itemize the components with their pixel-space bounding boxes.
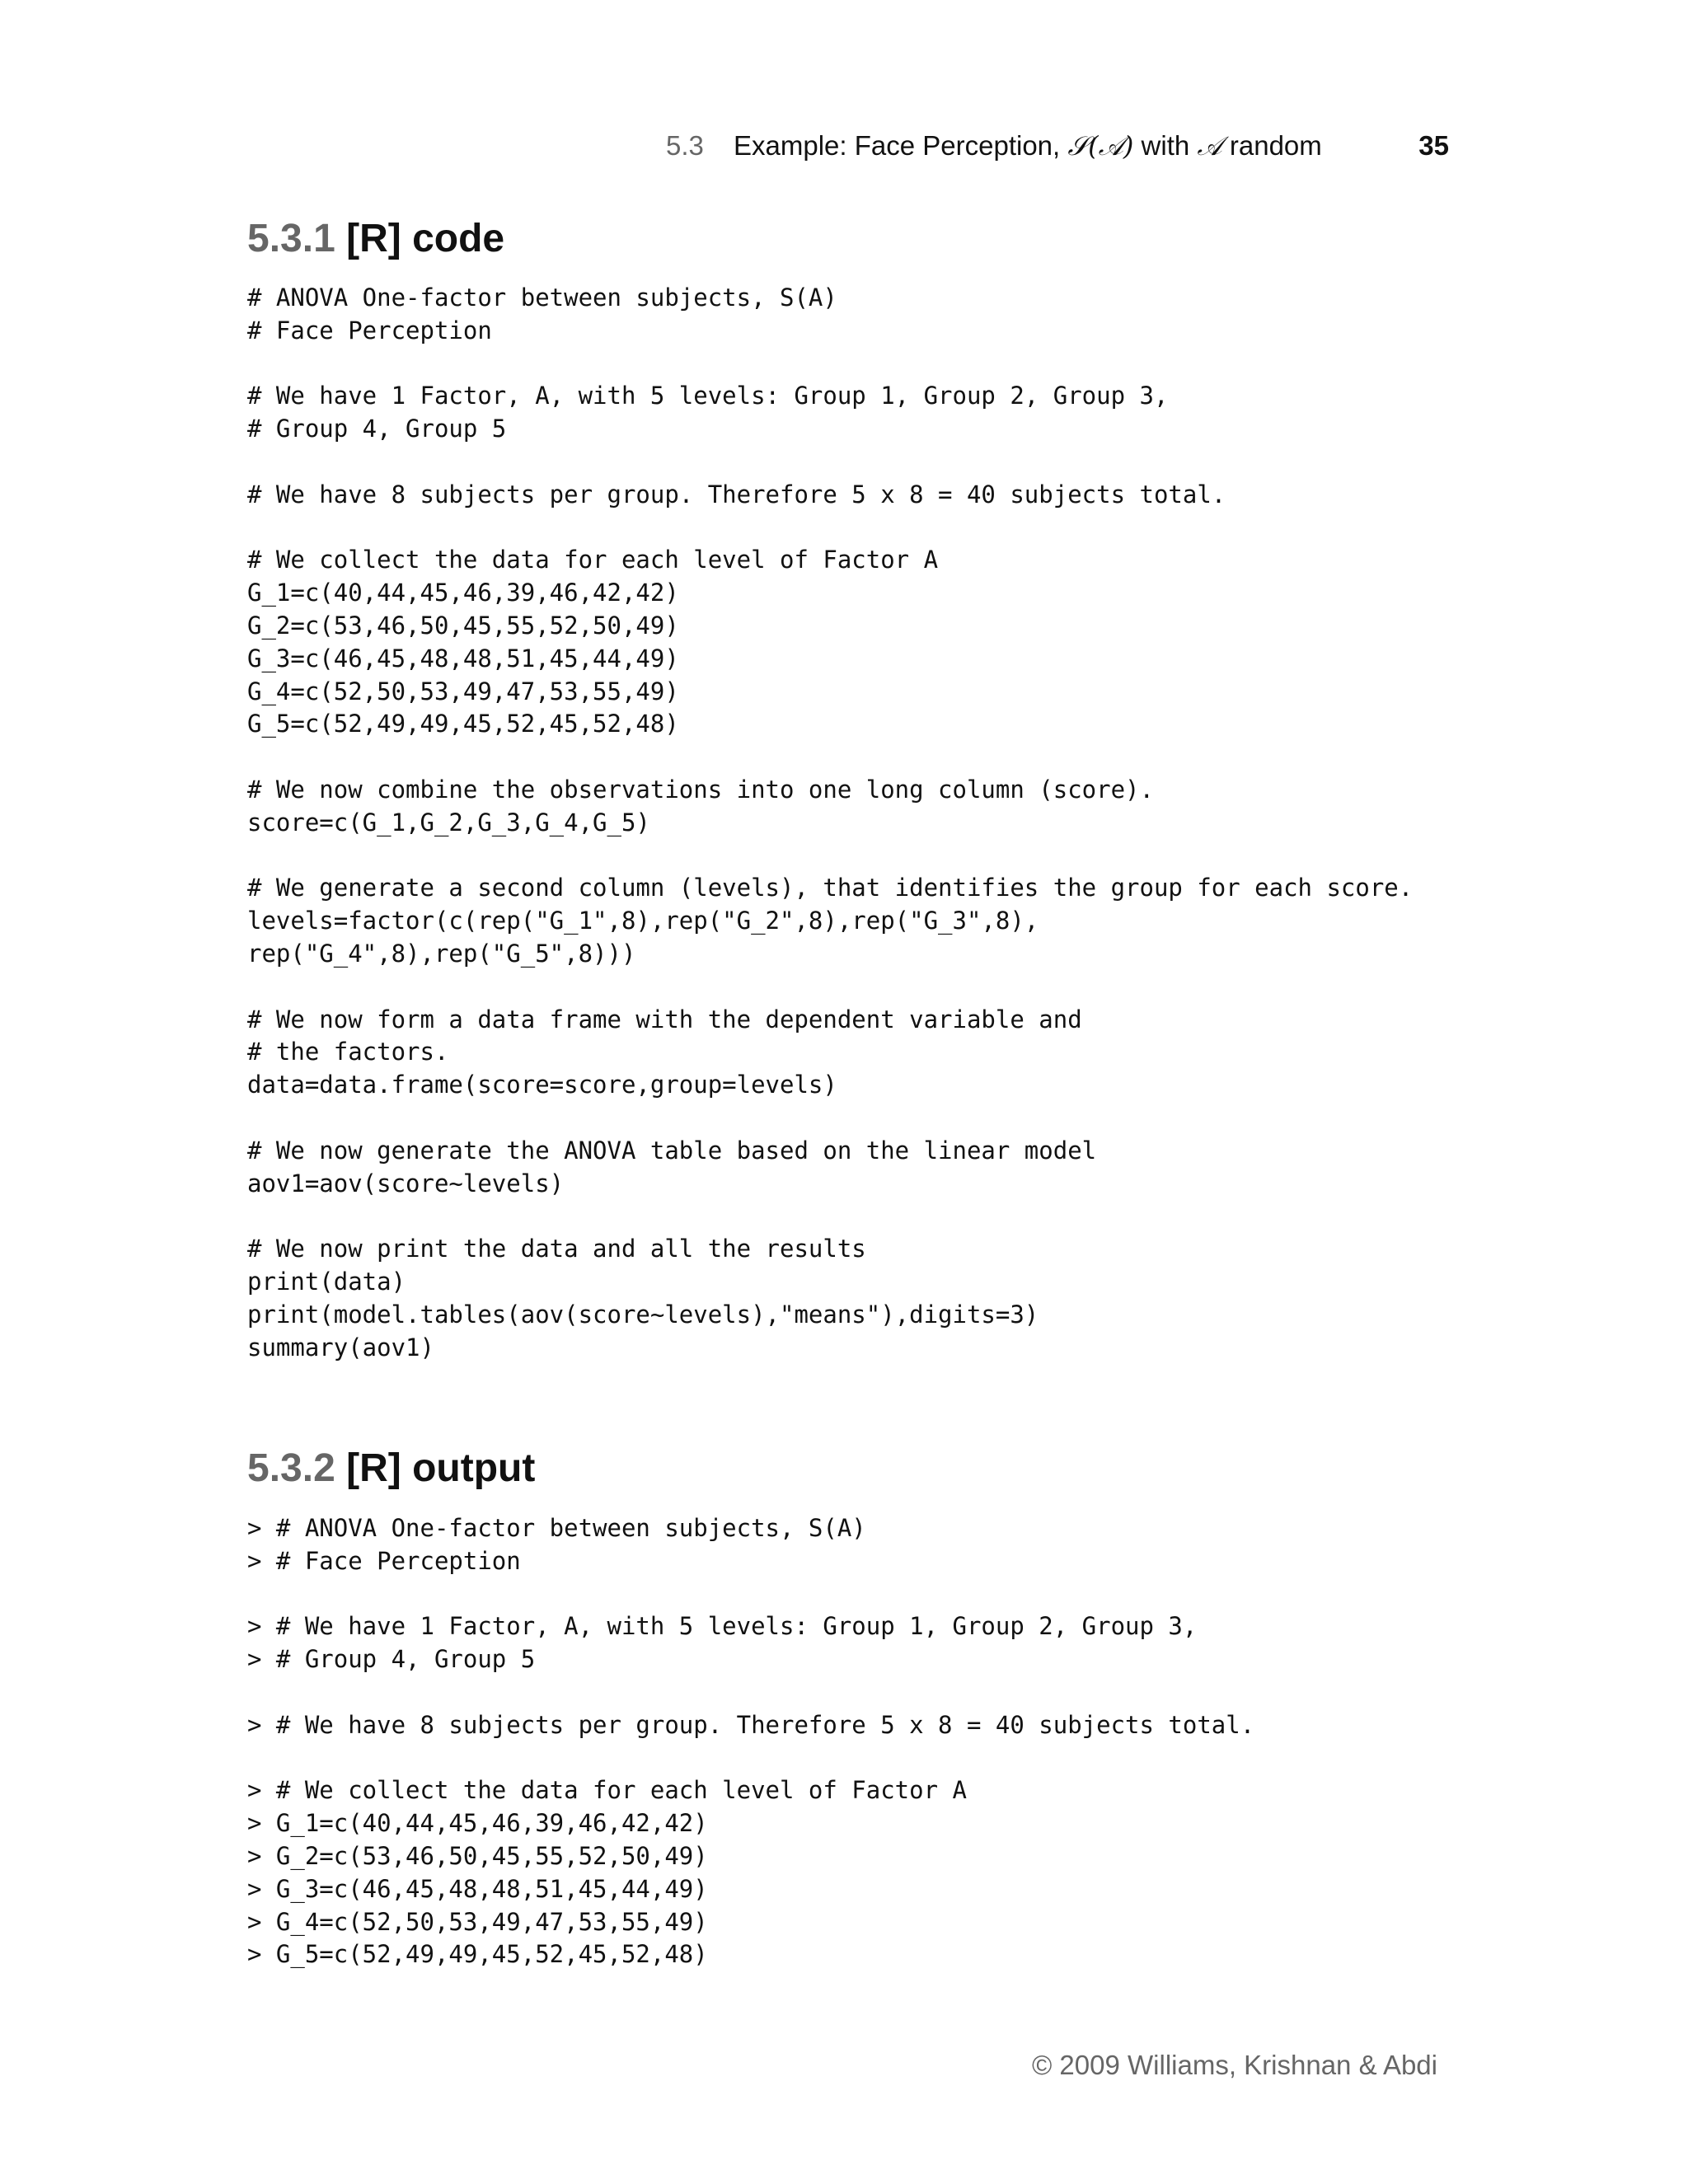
running-header bbox=[651, 125, 1449, 166]
code-line: # Face Perception bbox=[247, 316, 492, 344]
code-line bbox=[247, 840, 1413, 873]
code-line bbox=[247, 1742, 1254, 1775]
code-line: # We collect the data for each level of Factor A bbox=[247, 546, 939, 574]
code-line: G_3=c(46,45,48,48,51,45,44,49) bbox=[247, 644, 679, 673]
code-line: # We have 1 Factor, A, with 5 levels: Group 1, Group 2, Group 3, bbox=[247, 382, 1169, 410]
header-section-title bbox=[734, 125, 1322, 166]
code-line: # We now generate the ANOVA table based on the linear model bbox=[247, 1136, 1097, 1165]
code-line bbox=[247, 512, 1413, 545]
code-line bbox=[247, 1578, 1254, 1611]
r-output-listing bbox=[247, 1512, 1254, 1971]
code-line: # ANOVA One-factor between subjects, S(A) bbox=[247, 284, 837, 312]
header-title-suffix: random bbox=[1221, 130, 1322, 161]
header-title-middle: with bbox=[1133, 130, 1198, 161]
page-number: 35 bbox=[1418, 130, 1449, 161]
code-line: > # ANOVA One-factor between subjects, S(A) bbox=[247, 1514, 866, 1542]
code-line bbox=[247, 1102, 1413, 1135]
code-line: > # We have 1 Factor, A, with 5 levels: Group 1, Group 2, Group 3, bbox=[247, 1612, 1198, 1641]
code-line: > # Face Perception bbox=[247, 1546, 521, 1575]
code-line: > # We have 8 subjects per group. Therefore 5 x 8 = 40 subjects total. bbox=[247, 1710, 1255, 1739]
code-line: > G_1=c(40,44,45,46,39,46,42,42) bbox=[247, 1809, 708, 1838]
header-title-math-sa: 𝒮(𝒜) bbox=[1067, 130, 1134, 162]
code-line bbox=[247, 1200, 1413, 1233]
code-line: levels=factor(c(rep("G_1",8),rep("G_2",8),rep("G_3",8), bbox=[247, 907, 1039, 935]
code-line bbox=[247, 741, 1413, 774]
copyright-footer: © 2009 Williams, Krishnan & Abdi bbox=[1031, 2050, 1437, 2080]
code-line: print(data) bbox=[247, 1267, 406, 1296]
code-line: data=data.frame(score=score,group=levels) bbox=[247, 1071, 837, 1099]
code-line bbox=[247, 348, 1413, 381]
section-heading-r-code bbox=[247, 214, 504, 264]
code-line: > G_3=c(46,45,48,48,51,45,44,49) bbox=[247, 1874, 708, 1903]
code-line: rep("G_4",8),rep("G_5",8))) bbox=[247, 939, 636, 968]
code-line: G_2=c(53,46,50,45,55,52,50,49) bbox=[247, 611, 679, 640]
r-code-listing bbox=[247, 282, 1413, 1364]
code-line: # We generate a second column (levels), that identifies the group for each score. bbox=[247, 874, 1414, 902]
code-line: # We now combine the observations into one long column (score). bbox=[247, 775, 1154, 804]
section-number: 5.3.2 bbox=[247, 1446, 335, 1490]
code-line: > # We collect the data for each level of Factor A bbox=[247, 1776, 967, 1805]
code-line: aov1=aov(score~levels) bbox=[247, 1169, 565, 1197]
code-line: print(model.tables(aov(score~levels),"means"),digits=3) bbox=[247, 1300, 1039, 1329]
header-title-math-a: 𝒜 bbox=[1197, 130, 1222, 162]
code-line: G_5=c(52,49,49,45,52,45,52,48) bbox=[247, 710, 679, 738]
section-title: [R] output bbox=[346, 1446, 536, 1490]
code-line: # We now print the data and all the results bbox=[247, 1235, 866, 1263]
code-line: > G_4=c(52,50,53,49,47,53,55,49) bbox=[247, 1907, 708, 1936]
section-title: [R] code bbox=[346, 217, 505, 260]
code-line: > # Group 4, Group 5 bbox=[247, 1645, 536, 1674]
code-line: # the factors. bbox=[247, 1038, 449, 1066]
code-line bbox=[247, 446, 1413, 479]
header-section-number: 5.3 bbox=[666, 130, 704, 161]
code-line: G_4=c(52,50,53,49,47,53,55,49) bbox=[247, 677, 679, 705]
code-line: score=c(G_1,G_2,G_3,G_4,G_5) bbox=[247, 808, 650, 837]
section-heading-r-output bbox=[247, 1444, 535, 1493]
code-line bbox=[247, 971, 1413, 1004]
code-line: # We now form a data frame with the dependent variable and bbox=[247, 1005, 1082, 1033]
section-number: 5.3.1 bbox=[247, 217, 335, 260]
code-line: > G_5=c(52,49,49,45,52,45,52,48) bbox=[247, 1940, 708, 1969]
code-line: # Group 4, Group 5 bbox=[247, 415, 507, 443]
code-line: summary(aov1) bbox=[247, 1333, 434, 1361]
code-line bbox=[247, 1676, 1254, 1709]
code-line: # We have 8 subjects per group. Therefore 5 x 8 = 40 subjects total. bbox=[247, 480, 1226, 509]
code-line: G_1=c(40,44,45,46,39,46,42,42) bbox=[247, 579, 679, 607]
code-line: > G_2=c(53,46,50,45,55,52,50,49) bbox=[247, 1841, 708, 1870]
header-title-prefix: Example: Face Perception, bbox=[734, 130, 1068, 161]
